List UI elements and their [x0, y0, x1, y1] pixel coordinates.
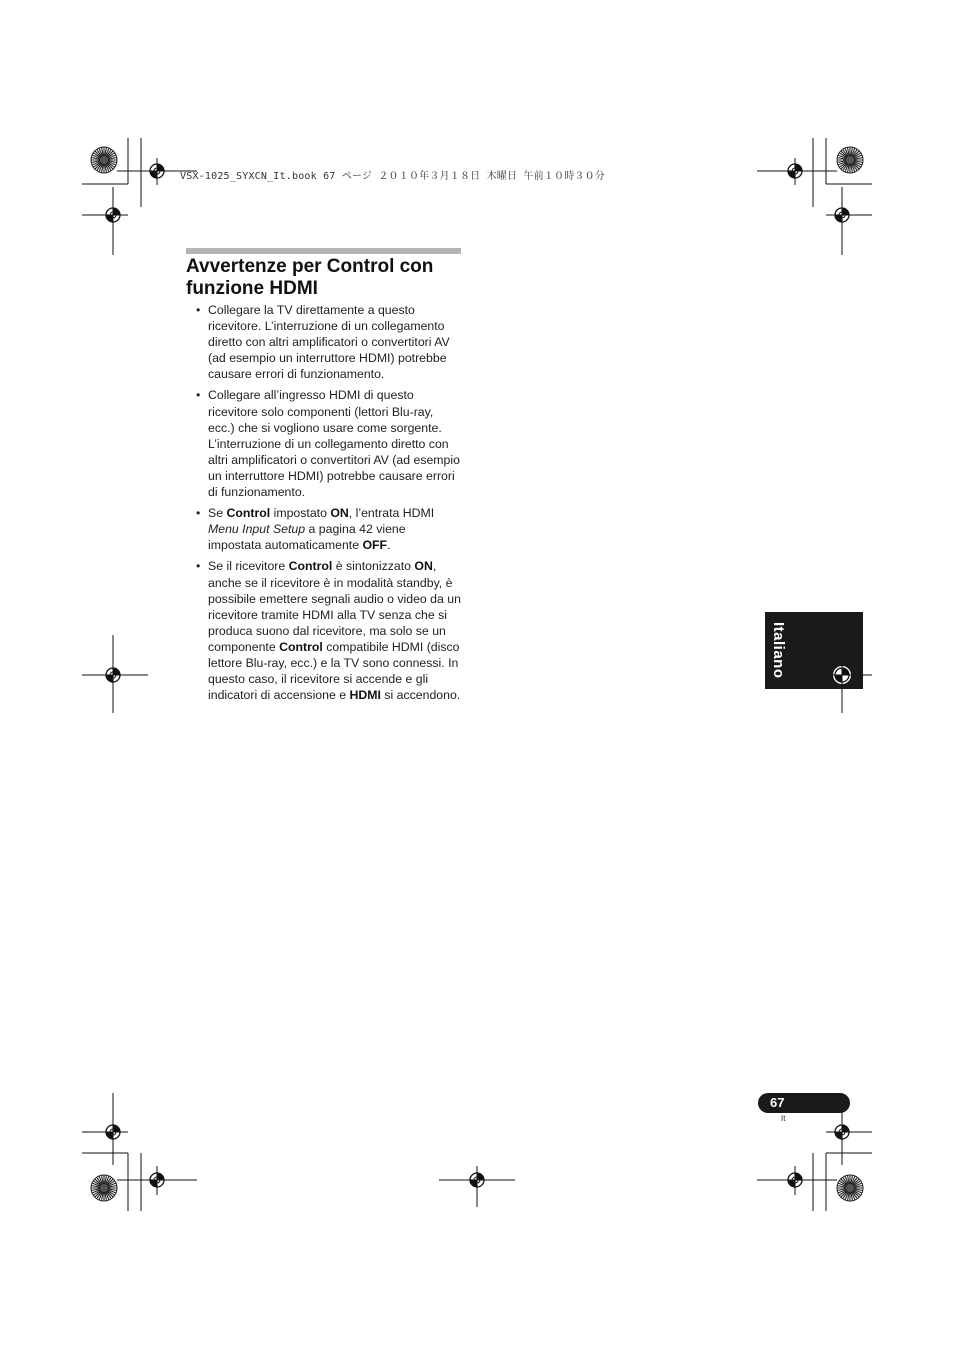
- bullet-text: Collegare all’ingresso HDMI di questo ricevitore solo componenti (lettori Blu-ray, ecc.) che si vogliono usare come sorgente. L’interruzione di un collegamento diretto con altri amplificatori o convertitori AV (ad esempio un interruttore HDMI) potrebbe causare errori di funzionamento.: [208, 388, 460, 500]
- language-tab-label: Italiano: [770, 622, 787, 679]
- keyword: ON: [414, 559, 433, 574]
- keyword: HDMI: [349, 688, 381, 703]
- section-title: [186, 256, 476, 300]
- bullet-text: a pagina 42 viene impostata automaticamente: [208, 522, 406, 553]
- section-title-line1: Avvertenze per Control con: [186, 256, 434, 277]
- keyword: Control: [226, 506, 271, 521]
- keyword: OFF: [362, 538, 388, 553]
- menu-reference: Menu Input Setup: [208, 522, 306, 537]
- keyword: ON: [330, 506, 349, 521]
- list-item: [196, 387, 462, 500]
- list-item: [196, 558, 462, 703]
- bullet-text: .: [387, 538, 391, 553]
- keyword: Control: [279, 639, 323, 654]
- bullet-text: , l’entrata HDMI: [348, 506, 435, 521]
- page-number: 67: [770, 1095, 785, 1110]
- bullet-text: , anche se il ricevitore è in modalità standby, è possibile emettere segnali audio o video da un ricevitore tramite HDMI alla TV senza che si produca suono dal ricevitore, ma solo se un componente: [208, 559, 461, 654]
- bullet-text: si accendono.: [380, 688, 461, 703]
- list-item: [196, 505, 462, 553]
- registration-mark-icon: [830, 663, 854, 687]
- bullet-text: Collegare la TV direttamente a questo ricevitore. L’interruzione di un collegamento diretto con altri amplificatori o convertitori AV (ad esempio un interruttore HDMI) potrebbe causare errori di funzionamento.: [208, 303, 450, 382]
- section-rule: [186, 248, 461, 254]
- bullet-text: impostato: [270, 506, 331, 521]
- section-title-line2: funzione HDMI: [186, 278, 318, 299]
- caution-list: [196, 302, 462, 708]
- print-header: VSX-1025_SYXCN_It.book 67 ページ ２０１０年３月１８日 木曜日 午前１０時３０分: [180, 171, 605, 182]
- bullet-text: Se: [208, 506, 227, 521]
- keyword: Control: [288, 559, 333, 574]
- bullet-text: Se il ricevitore: [208, 559, 289, 574]
- bullet-text: è sintonizzato: [332, 559, 415, 574]
- bullet-text: compatibile HDMI (disco lettore Blu-ray, ecc.) e la TV sono connessi. In questo caso, il ricevitore si accende e gli indicatori di accensione e: [208, 639, 460, 703]
- page-language-code: It: [781, 1114, 786, 1123]
- list-item: [196, 302, 462, 382]
